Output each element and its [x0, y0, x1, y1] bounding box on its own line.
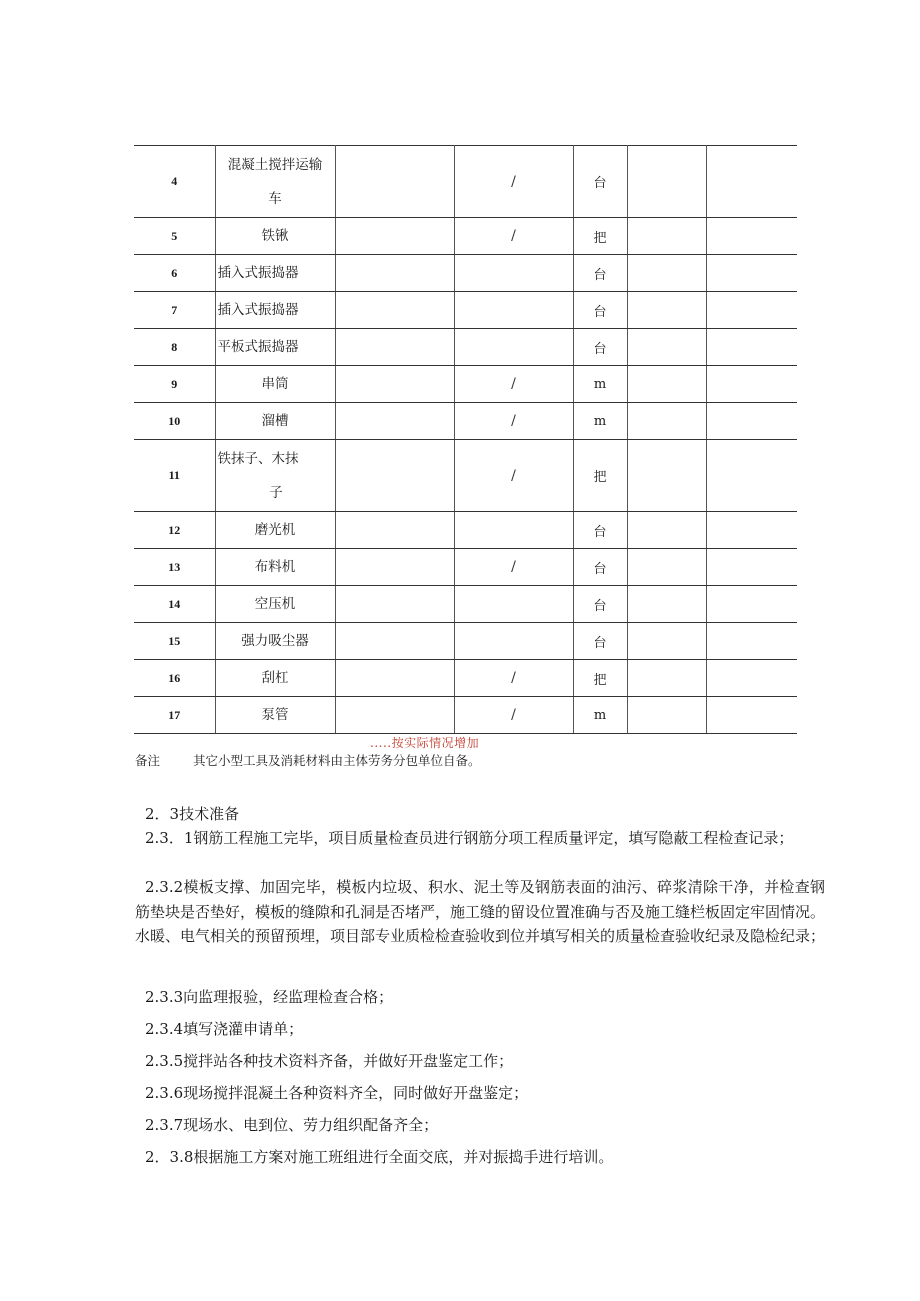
quantity-cell [627, 623, 706, 660]
equipment-name [215, 440, 335, 512]
equipment-name: 铁锹 [215, 218, 335, 255]
mark-cell [454, 512, 573, 549]
quantity-cell [627, 218, 706, 255]
mark-cell: / [454, 660, 573, 697]
equipment-name [215, 146, 335, 218]
mark-cell [454, 255, 573, 292]
table-row [134, 512, 797, 549]
note-cell [706, 549, 797, 586]
section-item-1: 2.3．1钢筋工程施工完毕，项目质量检查员进行钢筋分项工程质量评定，填写隐蔽工程检查记录； [145, 829, 794, 847]
mark-cell: / [454, 218, 573, 255]
unit-cell: 把 [573, 660, 627, 697]
note-cell [706, 440, 797, 512]
row-number: 9 [134, 366, 215, 403]
row-number: 16 [134, 660, 215, 697]
quantity-cell [627, 586, 706, 623]
quantity-cell [627, 366, 706, 403]
row-number: 5 [134, 218, 215, 255]
table-row [134, 440, 797, 512]
mark-cell: / [454, 146, 573, 218]
equipment-name: 插入式振捣器 [215, 255, 335, 292]
row-number: 8 [134, 329, 215, 366]
unit-cell: 把 [573, 218, 627, 255]
mark-cell: / [454, 440, 573, 512]
mark-cell: / [454, 697, 573, 734]
table-row [134, 586, 797, 623]
mark-cell [454, 292, 573, 329]
equipment-name: 平板式振捣器 [215, 329, 335, 366]
section-item-6: 2.3.6现场搅拌混凝土各种资料齐全，同时做好开盘鉴定； [145, 1084, 529, 1102]
unit-cell: m [573, 403, 627, 440]
mark-cell: / [454, 549, 573, 586]
row-number: 15 [134, 623, 215, 660]
unit-cell: 台 [573, 512, 627, 549]
equipment-name-line: 铁抹子、木抹 [217, 450, 299, 467]
note-cell [706, 512, 797, 549]
add-note: .....按实际情况增加 [370, 736, 480, 750]
quantity-cell [627, 440, 706, 512]
quantity-cell [627, 403, 706, 440]
note-cell [706, 697, 797, 734]
section-item-4: 2.3.4填写浇灌申请单； [145, 1020, 304, 1038]
section-heading: 2．3技术准备 [145, 805, 240, 823]
note-cell [706, 366, 797, 403]
spec-cell [335, 255, 454, 292]
unit-cell: 台 [573, 549, 627, 586]
note-cell [706, 146, 797, 218]
unit-cell: 台 [573, 586, 627, 623]
spec-cell [335, 146, 454, 218]
spec-cell [335, 218, 454, 255]
quantity-cell [627, 660, 706, 697]
mark-cell: / [454, 403, 573, 440]
table-row [134, 660, 797, 697]
equipment-name: 强力吸尘器 [215, 623, 335, 660]
quantity-cell [627, 146, 706, 218]
table-row [134, 366, 797, 403]
unit-cell: m [573, 697, 627, 734]
section-item-8: 2．3.8根据施工方案对施工班组进行全面交底，并对振捣手进行培训。 [145, 1148, 614, 1166]
table-row [134, 218, 797, 255]
table-body [134, 146, 797, 734]
table-row [134, 697, 797, 734]
spec-cell [335, 440, 454, 512]
section-item-5: 2.3.5搅拌站各种技术资料齐备，并做好开盘鉴定工作； [145, 1052, 514, 1070]
equipment-name-line: 混凝土搅拌运输 [227, 156, 323, 173]
spec-cell [335, 623, 454, 660]
equipment-name: 空压机 [215, 586, 335, 623]
unit-cell: 台 [573, 146, 627, 218]
unit-cell: 台 [573, 623, 627, 660]
mark-cell [454, 329, 573, 366]
equipment-name: 串筒 [215, 366, 335, 403]
equipment-name-line: 子 [269, 484, 283, 501]
quantity-cell [627, 292, 706, 329]
spec-cell [335, 660, 454, 697]
note-cell [706, 660, 797, 697]
note-cell [706, 255, 797, 292]
note-cell [706, 329, 797, 366]
section-item-2: 2.3.2模板支撑、加固完毕，模板内垃圾、积水、泥土等及钢筋表面的油污、碎浆清除干净，并检查钢筋垫块是否垫好，模板的缝隙和孔洞是否堵严，施工缝的留设位置准确与否及施工缝栏板固定牢固情况。水暖、电气相关的预留预埋，项目部专业质检检查验收到位并填写相关的质量检查验收纪录及隐检纪录； [135, 878, 826, 945]
note-cell [706, 403, 797, 440]
spec-cell [335, 697, 454, 734]
note-cell [706, 292, 797, 329]
equipment-name: 磨光机 [215, 512, 335, 549]
table-row [134, 292, 797, 329]
equipment-name: 溜槽 [215, 403, 335, 440]
row-number: 6 [134, 255, 215, 292]
mark-cell [454, 623, 573, 660]
section-item-3: 2.3.3向监理报验，经监理检查合格； [145, 988, 394, 1006]
spec-cell [335, 586, 454, 623]
table-row [134, 403, 797, 440]
note-cell [706, 623, 797, 660]
row-number: 17 [134, 697, 215, 734]
spec-cell [335, 549, 454, 586]
quantity-cell [627, 512, 706, 549]
quantity-cell [627, 697, 706, 734]
spec-cell [335, 329, 454, 366]
table-row [134, 623, 797, 660]
equipment-name: 泵管 [215, 697, 335, 734]
table-row [134, 146, 797, 218]
row-number: 11 [134, 440, 215, 512]
quantity-cell [627, 255, 706, 292]
unit-cell: 台 [573, 255, 627, 292]
unit-cell: 台 [573, 329, 627, 366]
spec-cell [335, 292, 454, 329]
mark-cell: / [454, 366, 573, 403]
equipment-name: 插入式振捣器 [215, 292, 335, 329]
quantity-cell [627, 549, 706, 586]
note-cell [706, 218, 797, 255]
unit-cell: 台 [573, 292, 627, 329]
row-number: 7 [134, 292, 215, 329]
row-number: 14 [134, 586, 215, 623]
unit-cell: 把 [573, 440, 627, 512]
table-row [134, 255, 797, 292]
remark-label: 备注 [135, 753, 161, 768]
equipment-name-line: 车 [268, 190, 282, 207]
spec-cell [335, 512, 454, 549]
row-number: 12 [134, 512, 215, 549]
table-row [134, 329, 797, 366]
quantity-cell [627, 329, 706, 366]
remark-text: 其它小型工具及消耗材料由主体劳务分包单位自备。 [193, 753, 481, 768]
spec-cell [335, 403, 454, 440]
spec-cell [335, 366, 454, 403]
table-row [134, 549, 797, 586]
unit-cell: m [573, 366, 627, 403]
section-item-7: 2.3.7现场水、电到位、劳力组织配备齐全； [145, 1116, 439, 1134]
equipment-name: 布料机 [215, 549, 335, 586]
row-number: 4 [134, 146, 215, 218]
row-number: 13 [134, 549, 215, 586]
row-number: 10 [134, 403, 215, 440]
equipment-name: 刮杠 [215, 660, 335, 697]
note-cell [706, 586, 797, 623]
mark-cell [454, 586, 573, 623]
equipment-table [134, 145, 797, 734]
